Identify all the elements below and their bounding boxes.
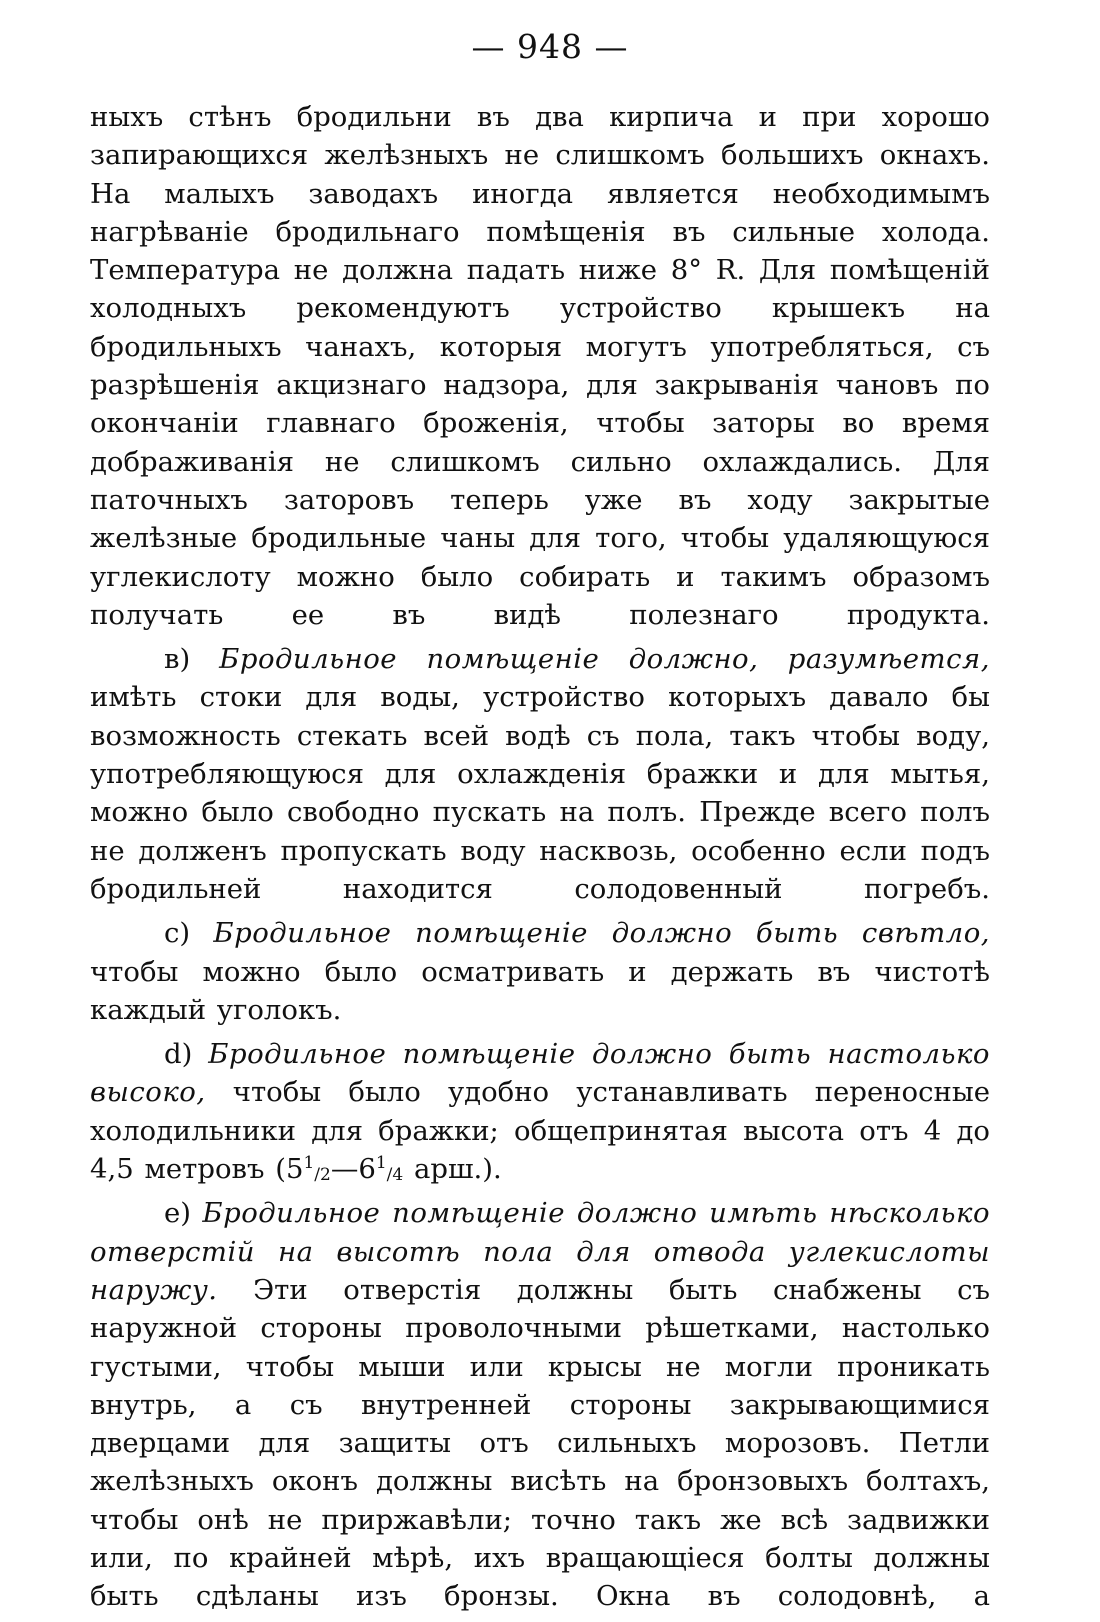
- paragraph-b: [90, 640, 990, 908]
- item-marker-b: в): [164, 643, 191, 676]
- range-dash: —6: [330, 1153, 376, 1186]
- fraction-1-denominator: /2: [314, 1165, 331, 1186]
- page-number: — 948 —: [471, 27, 629, 66]
- item-text-d: чтобы было удобно устанавливать переносные холодильники для бражки; общепринятая высота отъ 4 до 4,5 метровъ (5: [90, 1076, 990, 1186]
- item-heading-c: Бродильное помѣщеніе должно быть свѣтло,: [213, 917, 990, 950]
- fraction-1-numerator: 1: [303, 1153, 315, 1174]
- item-text-d-tail: арш.).: [403, 1153, 502, 1186]
- item-marker-e: e): [164, 1197, 192, 1230]
- item-heading-d: Бродильное помѣщеніе должно быть настолько высоко,: [90, 1038, 990, 1109]
- item-marker-d: d): [164, 1038, 193, 1071]
- item-text-c: чтобы можно было осматривать и держать въ чистотѣ каждый уголокъ.: [90, 955, 990, 1026]
- fraction-2-denominator: /4: [386, 1165, 404, 1186]
- item-heading-e: Бродильное помѣщеніе должно имѣть нѣсколько отверстій на высотѣ пола для отвода углекислоты наружу.: [90, 1197, 990, 1306]
- item-marker-c: c): [164, 917, 191, 950]
- fraction-2-numerator: 1: [375, 1153, 387, 1174]
- item-text-e: Эти отверстія должны быть снабжены съ наружной стороны проволочными рѣшетками, настолько густыми, чтобы мыши или крысы не могли проникать внутрь, а съ внутренней стороны закрывающимися дверцами для защиты отъ сильныхъ морозовъ. Петли желѣзныхъ оконъ должны висѣть на бронзовыхъ болтахъ, чтобы онѣ не приржавѣли; точно такъ же всѣ задвижки или, по крайней мѣрѣ, ихъ вращающіеся болты должны быть сдѣланы изъ бронзы. Окна въ солодовнѣ, а: [90, 1273, 990, 1613]
- item-text-b: имѣть стоки для воды, устройство которыхъ давало бы возможность стекать всей водѣ съ пола, такъ чтобы воду, употребляющуюся для охлажденія бражки и для мытья, можно было свободно пускать на полъ. Прежде всего полъ не долженъ пропускать воду насквозь, особенно если подъ бродильней находится солодовенный погребъ.: [90, 681, 990, 905]
- item-heading-b: Бродильное помѣщеніе должно, разумѣется,: [219, 643, 990, 676]
- paragraph-e: [90, 1194, 990, 1615]
- text-column: [90, 98, 990, 1622]
- paragraph-c: [90, 914, 990, 1029]
- paragraph-continuation: ныхъ стѣнъ бродильни въ два кирпича и при хорошо запирающихся желѣзныхъ не слишкомъ большихъ окнахъ. На малыхъ заводахъ иногда является необходимымъ нагрѣваніе бродильнаго помѣщенія въ сильные холода. Температура не должна падать ниже 8° R. Для помѣщеній холодныхъ рекомендуютъ устройство крышекъ на бродильныхъ чанахъ, которыя могутъ употребляться, съ разрѣшенія акцизнаго надзора, для закрыванія чановъ по окончаніи главнаго броженія, чтобы заторы во время дображиванія не слишкомъ сильно охлаждались. Для паточныхъ заторовъ теперь уже въ ходу закрытые желѣзные бродильные чаны для того, чтобы удаляющуюся углекислоту можно было собирать и такимъ образомъ получать ее въ видѣ полезнаго продукта.: [90, 101, 990, 631]
- paragraph-d: [90, 1035, 990, 1188]
